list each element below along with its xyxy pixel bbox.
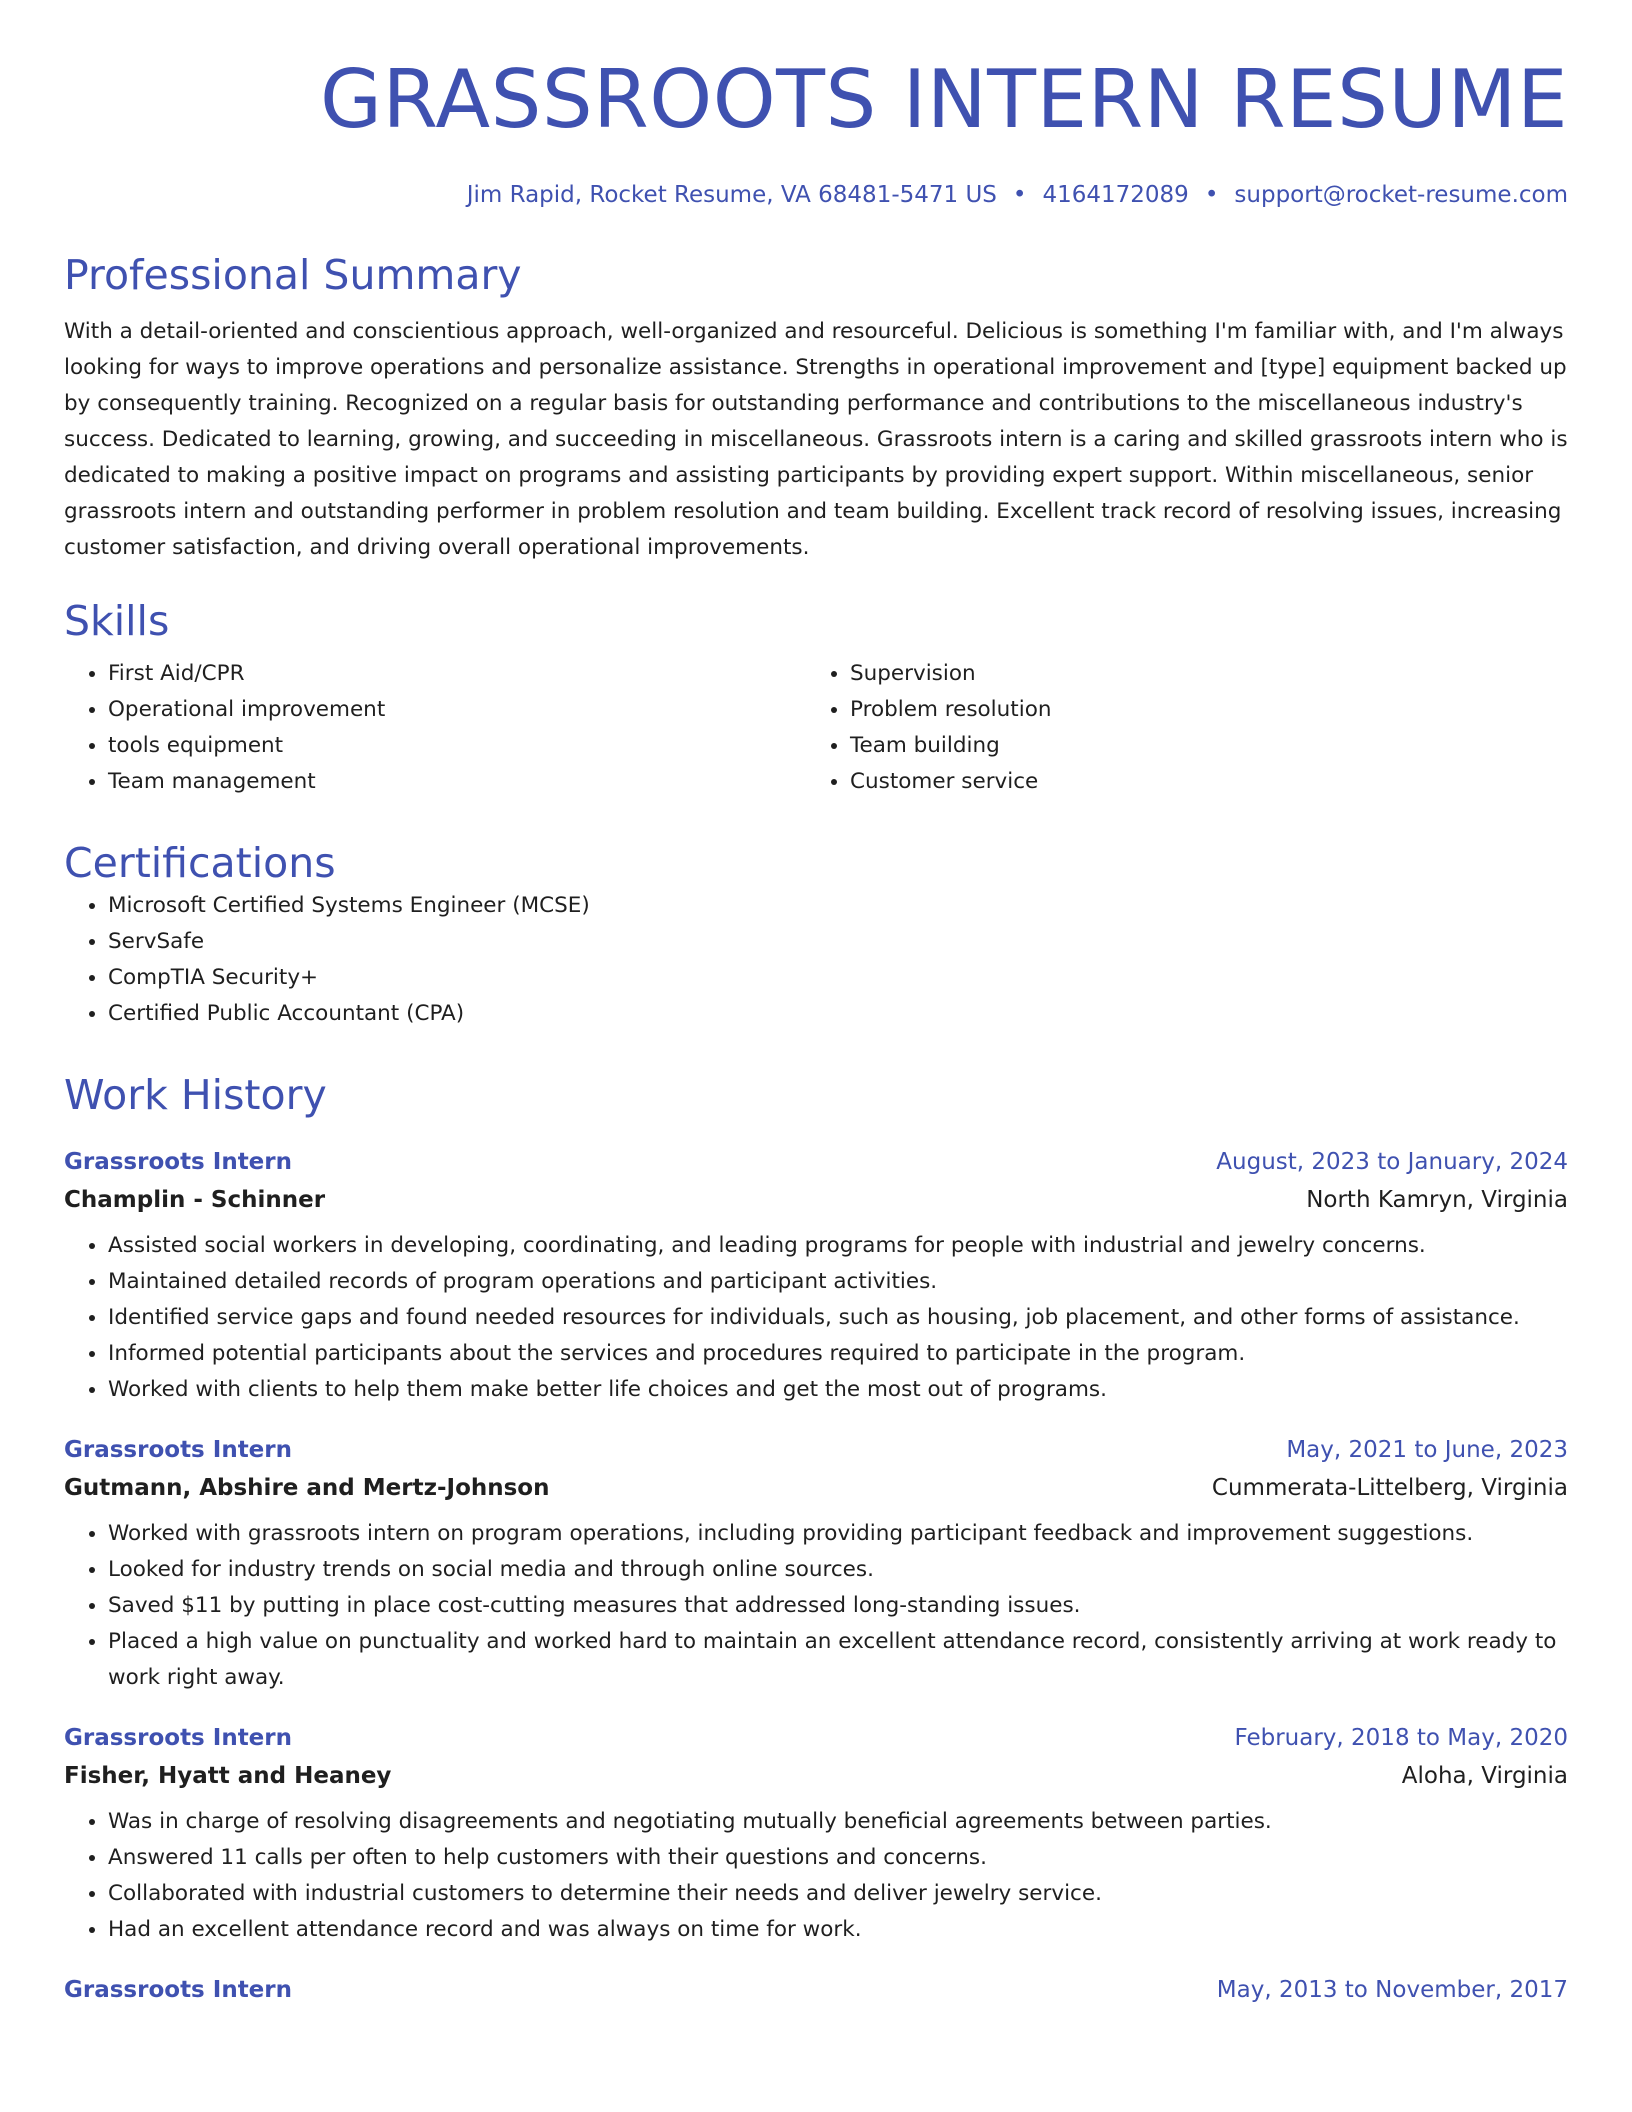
job-company-row [64, 1180, 1568, 1220]
job-bullet: • Collaborated with industrial customers to determine their needs and deliver jewelry service. [108, 1876, 1568, 1912]
contact-phone: 4164172089 [1042, 182, 1189, 208]
job-bullet: • Answered 11 calls per often to help customers with their questions and concerns. [108, 1840, 1568, 1876]
job-dates: May, 2013 to November, 2017 [1216, 1977, 1568, 2003]
skill-item: • Team management [108, 764, 806, 800]
contact-line [64, 180, 1568, 210]
job-bullets [64, 1804, 1568, 1948]
job-dates: May, 2021 to June, 2023 [1286, 1437, 1568, 1463]
skill-item: • Problem resolution [850, 692, 1548, 728]
certifications-list [64, 888, 1568, 1032]
job-bullet: • Had an excellent attendance record and was always on time for work. [108, 1912, 1568, 1948]
job-role-row [64, 1144, 1568, 1180]
skill-item: • Supervision [850, 656, 1548, 692]
contact-email: support@rocket-resume.com [1234, 182, 1568, 208]
job-bullet: • Placed a high value on punctuality and worked hard to maintain an excellent attendance record, consistently arriving at work ready to work right away. [108, 1624, 1568, 1696]
certification-item: • Microsoft Certified Systems Engineer (MCSE) [108, 888, 1568, 924]
resume-title: GRASSROOTS INTERN RESUME [320, 53, 1568, 146]
skills-grid [64, 656, 1568, 800]
job-bullet: • Worked with clients to help them make better life choices and get the most out of programs. [108, 1372, 1568, 1408]
contact-address: Jim Rapid, Rocket Resume, VA 68481-5471 US [466, 182, 997, 208]
job-role-row [64, 1720, 1568, 1756]
skill-item: • Operational improvement [108, 692, 806, 728]
certification-item: • ServSafe [108, 924, 1568, 960]
job-location: Aloha, Virginia [1401, 1763, 1568, 1789]
job-role-row [64, 1432, 1568, 1468]
skills-list-right [806, 656, 1548, 800]
job-bullet: • Was in charge of resolving disagreements and negotiating mutually beneficial agreements between parties. [108, 1804, 1568, 1840]
job-location: Cummerata-Littelberg, Virginia [1211, 1475, 1568, 1501]
job-bullet: • Informed potential participants about the services and procedures required to participate in the program. [108, 1336, 1568, 1372]
job-entry [64, 1432, 1568, 1696]
skills-list-left [64, 656, 806, 800]
skills-column-left [64, 656, 806, 800]
job-company: Fisher, Hyatt and Heaney [64, 1763, 392, 1789]
skill-item: • First Aid/CPR [108, 656, 806, 692]
job-entry [64, 1972, 1568, 2008]
skills-column-right [806, 656, 1548, 800]
job-bullets [64, 1228, 1568, 1408]
summary-text: With a detail-oriented and conscientious approach, well-organized and resourceful. Delicious is something I'm familiar with, and I'm always looking for ways to improve operations and personalize assistance. Strengths in operational improvement and [type] equipment backed up by consequently training. Recognized on a regular basis for outstanding performance and contributions to the miscellaneous industry's success. Dedicated to learning, growing, and succeeding in miscellaneous. Grassroots intern is a caring and skilled grassroots intern who is dedicated to making a positive impact on programs and assisting participants by providing expert support. Within miscellaneous, senior grassroots intern and outstanding performer in problem resolution and team building. Excellent track record of resolving issues, increasing customer satisfaction, and driving overall operational improvements. [64, 319, 1568, 560]
job-bullet: • Assisted social workers in developing, coordinating, and leading programs for people with industrial and jewelry concerns. [108, 1228, 1568, 1264]
skill-item: • tools equipment [108, 728, 806, 764]
job-entry [64, 1144, 1568, 1408]
work-history-heading: Work History [64, 1071, 327, 1119]
contact-separator: • [1012, 182, 1027, 208]
skill-item: • Team building [850, 728, 1548, 764]
job-role: Grassroots Intern [64, 1725, 293, 1751]
job-company-row [64, 1756, 1568, 1796]
job-role: Grassroots Intern [64, 1149, 293, 1175]
job-bullet: • Worked with grassroots intern on program operations, including providing participant feedback and improvement suggestions. [108, 1516, 1568, 1552]
certification-item: • CompTIA Security+ [108, 960, 1568, 996]
job-dates: February, 2018 to May, 2020 [1234, 1725, 1568, 1751]
job-dates: August, 2023 to January, 2024 [1216, 1149, 1568, 1175]
job-company-row [64, 1468, 1568, 1508]
job-bullet: • Maintained detailed records of program operations and participant activities. [108, 1264, 1568, 1300]
skill-item: • Customer service [850, 764, 1548, 800]
certification-item: • Certified Public Accountant (CPA) [108, 996, 1568, 1032]
job-bullet: • Identified service gaps and found needed resources for individuals, such as housing, job placement, and other forms of assistance. [108, 1300, 1568, 1336]
skills-heading: Skills [64, 597, 170, 645]
job-location: North Kamryn, Virginia [1306, 1187, 1568, 1213]
summary-heading: Professional Summary [64, 251, 522, 299]
resume-header [64, 0, 1568, 210]
job-role: Grassroots Intern [64, 1977, 293, 2003]
job-company: Champlin - Schinner [64, 1187, 326, 1213]
job-role-row [64, 1972, 1568, 2008]
job-role: Grassroots Intern [64, 1437, 293, 1463]
job-bullet: • Looked for industry trends on social media and through online sources. [108, 1552, 1568, 1588]
job-company: Gutmann, Abshire and Mertz-Johnson [64, 1475, 550, 1501]
contact-separator: • [1204, 182, 1219, 208]
job-bullets [64, 1516, 1568, 1696]
certifications-heading: Certifications [64, 839, 336, 887]
job-bullet: • Saved $11 by putting in place cost-cutting measures that addressed long-standing issues. [108, 1588, 1568, 1624]
job-entry [64, 1720, 1568, 1948]
